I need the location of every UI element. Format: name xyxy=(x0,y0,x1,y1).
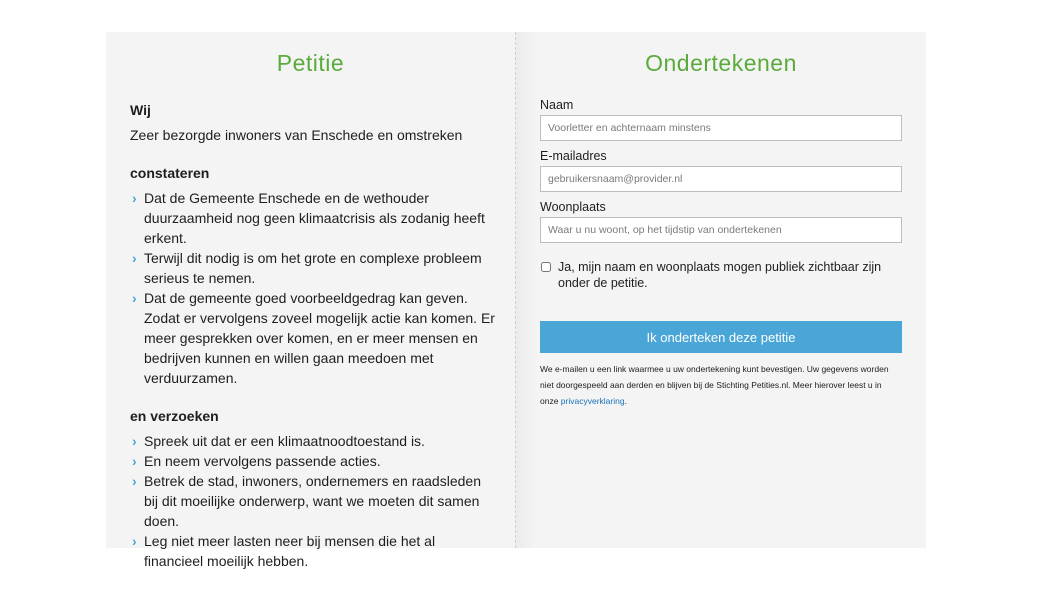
chevron-right-icon: › xyxy=(132,433,137,449)
name-input[interactable] xyxy=(540,115,902,141)
we-text: Zeer bezorgde inwoners van Enschede en omstreken xyxy=(130,127,463,143)
list-item: › Spreek uit dat er een klimaatnoodtoestand is. xyxy=(132,433,425,449)
city-label: Woonplaats xyxy=(540,200,606,214)
email-label: E-mailadres xyxy=(540,149,607,163)
request-heading: en verzoeken xyxy=(130,408,219,424)
we-heading: Wij xyxy=(130,102,151,118)
observe-heading: constateren xyxy=(130,165,210,181)
petition-panel xyxy=(106,32,516,569)
chevron-right-icon: › xyxy=(132,290,137,306)
list-item: › Terwijl dit nodig is om het grote en complexe probleem serieus te nemen. xyxy=(132,250,482,286)
chevron-right-icon: › xyxy=(132,453,137,469)
notice-text: We e-mailen u een link waarmee u uw ondertekening kunt bevestigen. Uw gegevens worden niet doorgespeeld aan derden en blijven bij de Stichting Petities.nl. Meer hierover leest u in onze xyxy=(540,364,889,406)
city-input[interactable] xyxy=(540,217,902,243)
consent-row xyxy=(540,259,902,291)
privacy-link[interactable]: privacyverklaring xyxy=(560,396,625,406)
list-item: › Betrek de stad, inwoners, ondernemers en raadsleden bij dit moeilijke onderwerp, want we moeten dit samen doen. xyxy=(132,473,481,529)
chevron-right-icon: › xyxy=(132,473,137,489)
list-item: › Dat de Gemeente Enschede en de wethouder duurzaamheid nog geen klimaatcrisis als zodanig heeft erkent. xyxy=(132,190,485,246)
requests-list xyxy=(130,431,495,571)
list-item: › Leg niet meer lasten neer bij mensen die het al financieel moeilijk hebben. xyxy=(132,533,436,569)
petition-title: Petitie xyxy=(276,50,345,76)
sign-panel xyxy=(516,32,926,548)
chevron-right-icon: › xyxy=(132,190,137,206)
consent-label[interactable]: Ja, mijn naam en woonplaats mogen publiek zichtbaar zijn onder de petitie. xyxy=(558,260,882,290)
chevron-right-icon: › xyxy=(132,533,137,549)
petition-card xyxy=(106,32,926,569)
sign-form xyxy=(540,98,902,409)
email-input[interactable] xyxy=(540,166,902,192)
chevron-right-icon: › xyxy=(132,250,137,266)
sign-petition-button[interactable]: Ik onderteken deze petitie xyxy=(540,321,902,353)
list-item: › En neem vervolgens passende acties. xyxy=(132,453,381,469)
name-label: Naam xyxy=(540,98,574,112)
sign-title: Ondertekenen xyxy=(645,50,797,76)
consent-checkbox[interactable] xyxy=(541,262,551,272)
observations-list xyxy=(130,188,495,388)
list-item: › Dat de gemeente goed voorbeeldgedrag kan geven. Zodat er vervolgens zoveel mogelijk actie kan komen. Er meer gesprekken over komen, en er meer mensen en bedrijven kunnen en willen gaan meedoen met verduurzamen. xyxy=(132,290,495,386)
petition-body xyxy=(130,100,495,571)
privacy-notice: We e-mailen u een link waarmee u uw ondertekening kunt bevestigen. Uw gegevens worden niet doorgespeeld aan derden en blijven bij de Stichting Petities.nl. Meer hierover leest u in onze privacyverklaring. xyxy=(540,364,889,406)
